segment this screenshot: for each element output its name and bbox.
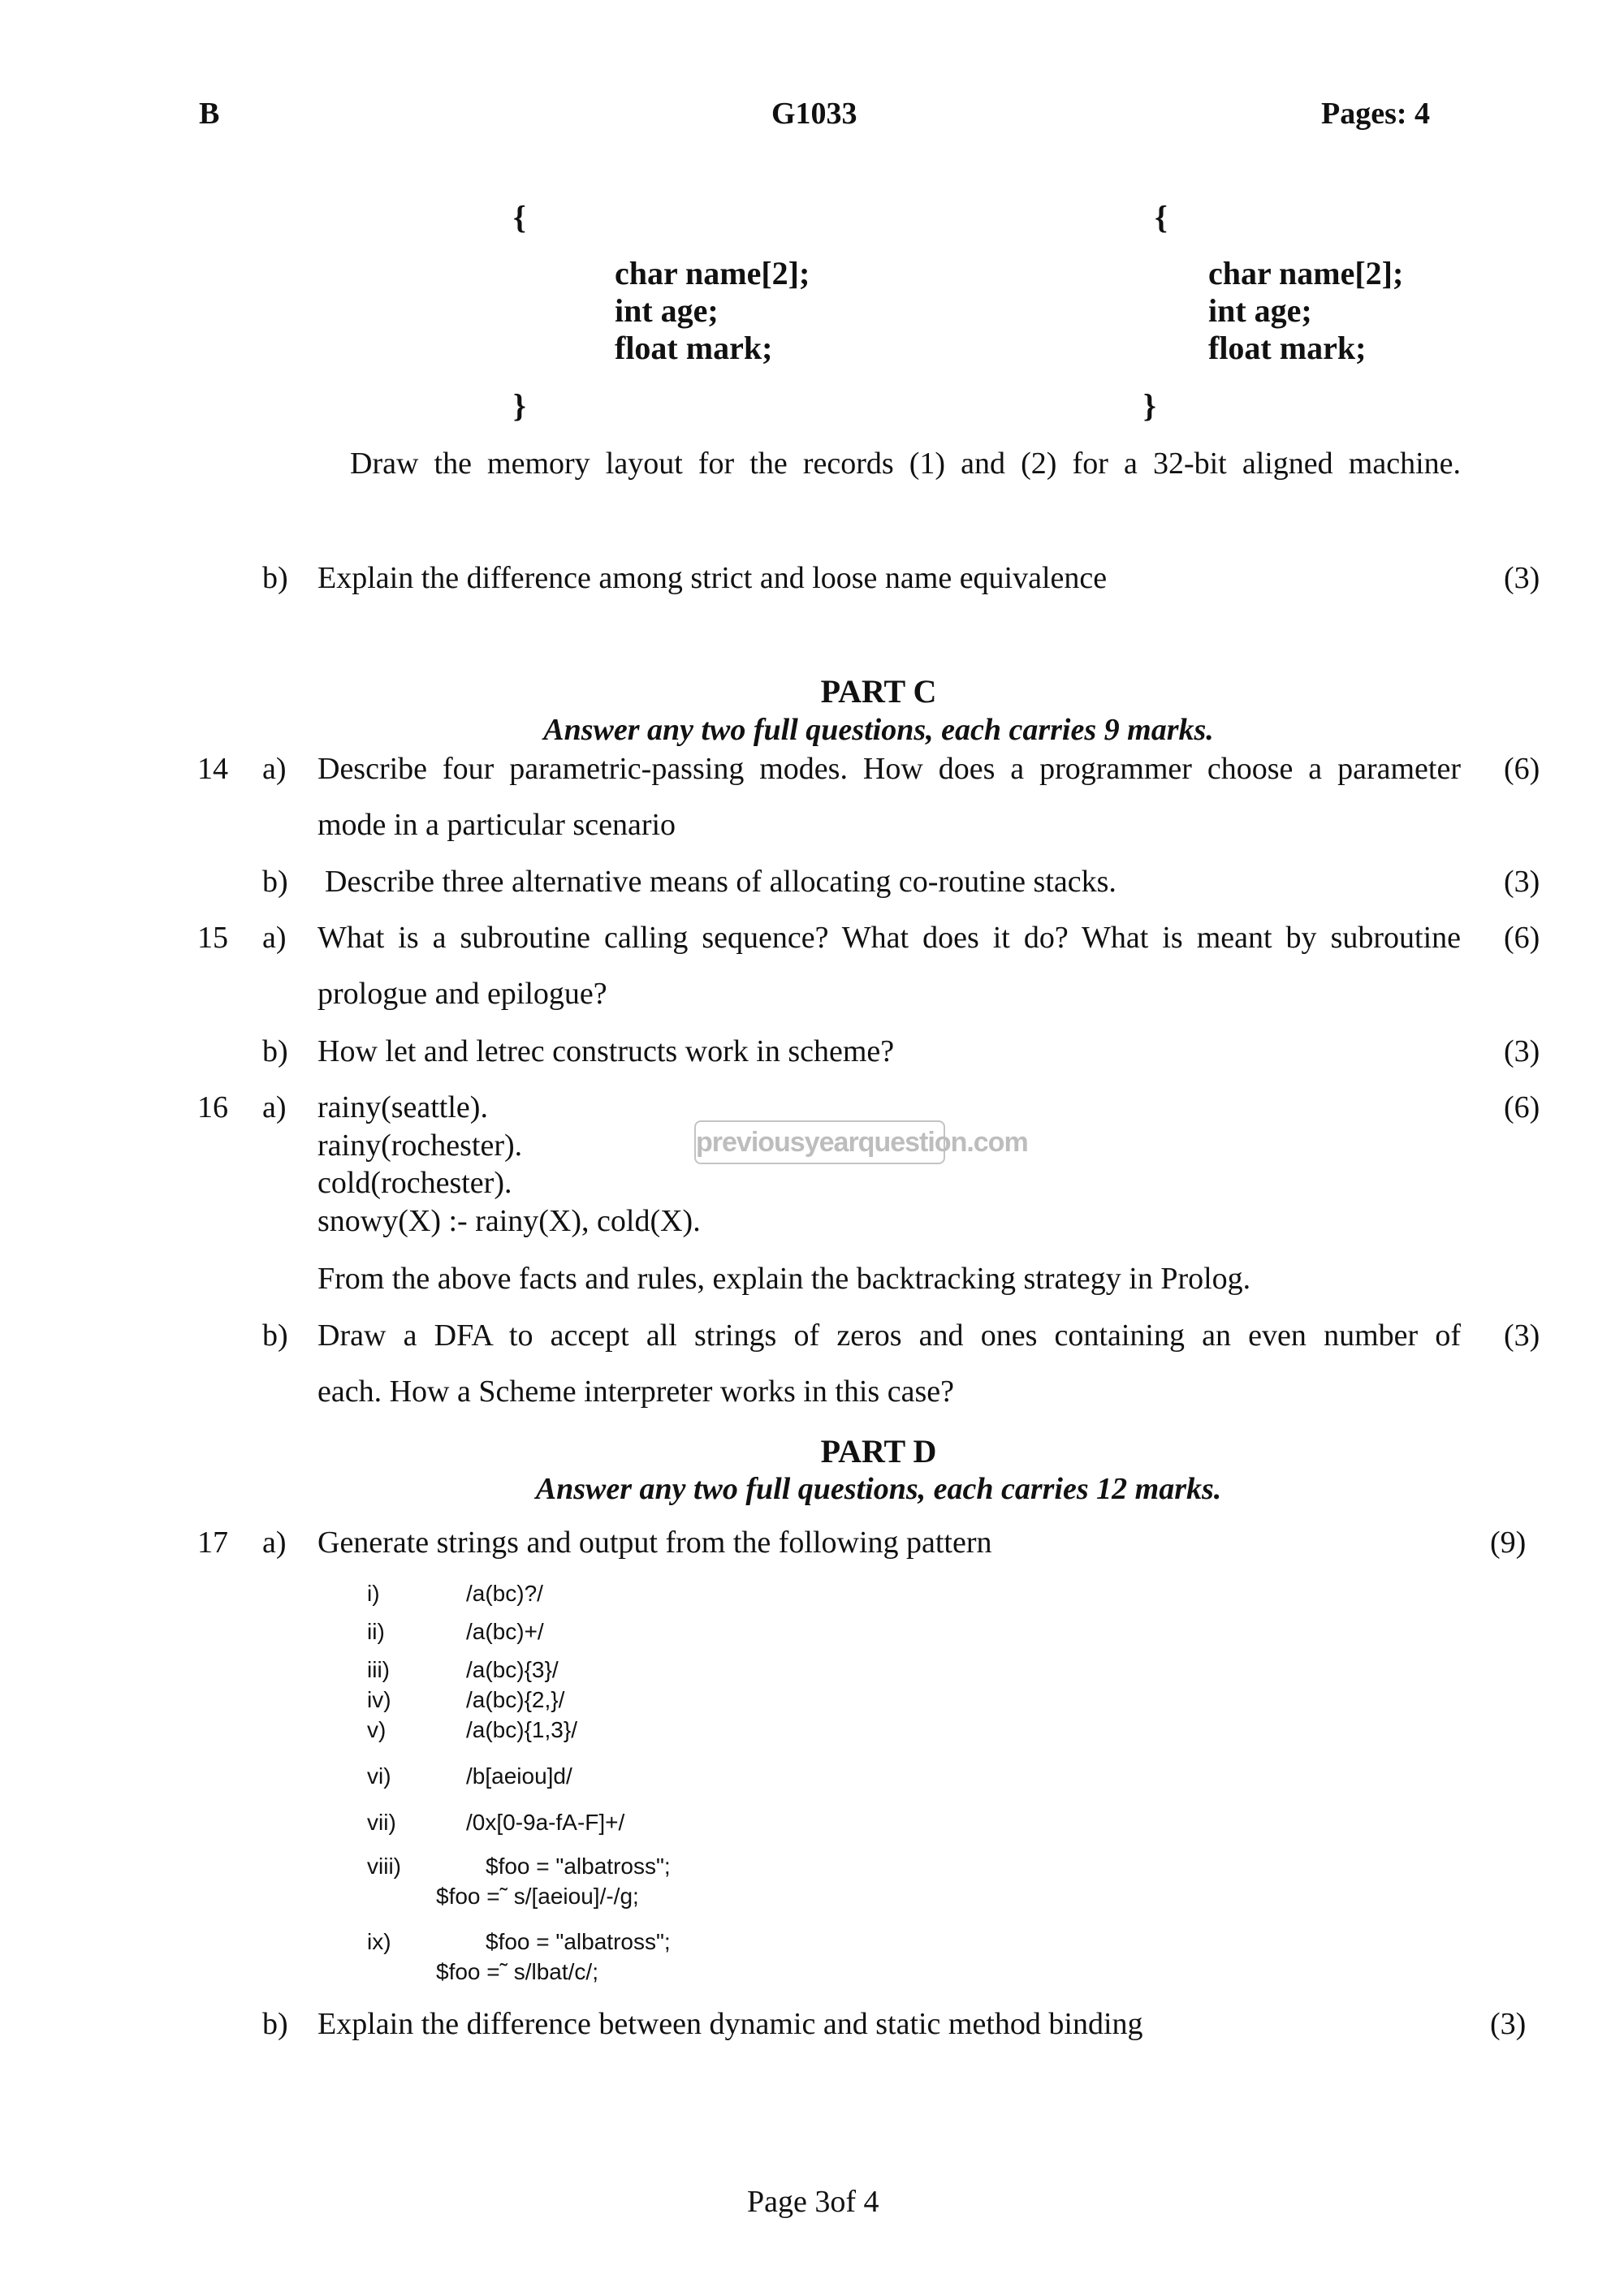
part-d-title: PART D (820, 1433, 937, 1470)
pattern-text: /b[aeiou]d/ (466, 1763, 572, 1789)
q15-b-label: b) (262, 1034, 288, 1068)
pattern-number: ii) (367, 1619, 385, 1644)
right-struct-field: float mark; (1208, 330, 1367, 366)
pattern-text: /a(bc){2,}/ (466, 1687, 565, 1712)
page-footer: Page 3of 4 (747, 2185, 879, 2219)
prolog-fact: cold(rochester). (317, 1166, 512, 1200)
q16-b-marks: (3) (1504, 1318, 1540, 1353)
pattern-text: /a(bc){3}/ (466, 1657, 559, 1682)
pattern-number: iii) (367, 1657, 390, 1682)
paper-code: G1033 (771, 97, 857, 131)
q17-b-text: Explain the difference between dynamic and static method binding (317, 2007, 1143, 2041)
left-struct-field: char name[2]; (615, 255, 810, 291)
pattern-number: iv) (367, 1687, 391, 1712)
q14-b-marks: (3) (1504, 865, 1540, 899)
q14-b-label: b) (262, 865, 288, 899)
q15-b-marks: (3) (1504, 1034, 1540, 1068)
prolog-fact: rainy(rochester). (317, 1129, 523, 1163)
q15-a-marks: (6) (1504, 921, 1540, 955)
pattern-text: /0x[0-9a-fA-F]+/ (466, 1810, 625, 1835)
q16-b-label: b) (262, 1318, 288, 1353)
q13-b-label: b) (262, 561, 288, 595)
q16-b-text-line1: Draw a DFA to accept all strings of zeros and ones containing an even number of (317, 1318, 1461, 1353)
pattern-number: v) (367, 1717, 387, 1742)
pattern-text: /a(bc)?/ (466, 1581, 543, 1606)
pattern-number: ix) (367, 1929, 391, 1954)
q14-b-text: Describe three alternative means of allocating co-routine stacks. (325, 865, 1116, 899)
prolog-fact: rainy(seattle). (317, 1090, 488, 1124)
pattern-text: /a(bc)+/ (466, 1619, 544, 1644)
pattern-text: $foo = "albatross"; (486, 1929, 671, 1954)
left-struct-close-brace: } (513, 387, 526, 424)
q17-a-marks: (9) (1490, 1526, 1527, 1560)
q14-a-marks: (6) (1504, 752, 1540, 786)
q14-a-text-line2: mode in a particular scenario (317, 808, 676, 842)
q17-number: 17 (197, 1526, 228, 1560)
q14-a-label: a) (262, 752, 287, 786)
q15-a-label: a) (262, 921, 287, 955)
pattern-number: vii) (367, 1810, 396, 1835)
q17-a-label: a) (262, 1526, 287, 1560)
right-struct-field: int age; (1208, 292, 1312, 329)
q17-b-label: b) (262, 2007, 288, 2041)
pattern-number: i) (367, 1581, 380, 1606)
watermark-logo: previousyearquestion.com (694, 1120, 945, 1164)
q15-number: 15 (197, 921, 228, 955)
q16-b-text-line2: each. How a Scheme interpreter works in this case? (317, 1375, 954, 1409)
pattern-text: $foo =˜ s/[aeiou]/-/g; (436, 1884, 639, 1909)
left-struct-open-brace: { (513, 199, 526, 235)
pattern-number: viii) (367, 1854, 401, 1879)
right-struct-close-brace: } (1143, 387, 1156, 424)
pages-count: Pages: 4 (1321, 97, 1431, 131)
q17-a-text: Generate strings and output from the following pattern (317, 1526, 992, 1560)
q17-b-marks: (3) (1490, 2007, 1527, 2041)
set-label: B (199, 97, 220, 131)
q16-a-text: From the above facts and rules, explain the backtracking strategy in Prolog. (317, 1262, 1251, 1296)
q16-a-label: a) (262, 1090, 287, 1124)
q13-b-text: Explain the difference among strict and loose name equivalence (317, 561, 1108, 595)
memory-layout-question: Draw the memory layout for the records (1) and (2) for a 32-bit aligned machine. (350, 447, 1461, 481)
q16-number: 16 (197, 1090, 228, 1124)
left-struct-field: float mark; (615, 330, 773, 366)
part-d-instruction: Answer any two full questions, each carries 12 marks. (535, 1472, 1222, 1506)
pattern-text: $foo = "albatross"; (486, 1854, 671, 1879)
pattern-text: /a(bc){1,3}/ (466, 1717, 577, 1742)
part-c-instruction: Answer any two full questions, each carries 9 marks. (543, 713, 1214, 747)
right-struct-open-brace: { (1155, 199, 1168, 235)
q15-b-text: How let and letrec constructs work in scheme? (317, 1034, 895, 1068)
q13-b-marks: (3) (1504, 561, 1540, 595)
q15-a-text-line1: What is a subroutine calling sequence? What does it do? What is meant by subroutine (317, 921, 1461, 955)
q14-a-text-line1: Describe four parametric-passing modes. How does a programmer choose a parameter (317, 752, 1461, 786)
pattern-text: $foo =˜ s/lbat/c/; (436, 1959, 598, 1984)
pattern-number: vi) (367, 1763, 391, 1789)
prolog-rule: snowy(X) :- rainy(X), cold(X). (317, 1204, 701, 1238)
q15-a-text-line2: prologue and epilogue? (317, 977, 607, 1011)
right-struct-field: char name[2]; (1208, 255, 1404, 291)
part-c-title: PART C (820, 673, 937, 710)
q16-a-marks: (6) (1504, 1090, 1540, 1124)
q14-number: 14 (197, 752, 228, 786)
left-struct-field: int age; (615, 292, 719, 329)
